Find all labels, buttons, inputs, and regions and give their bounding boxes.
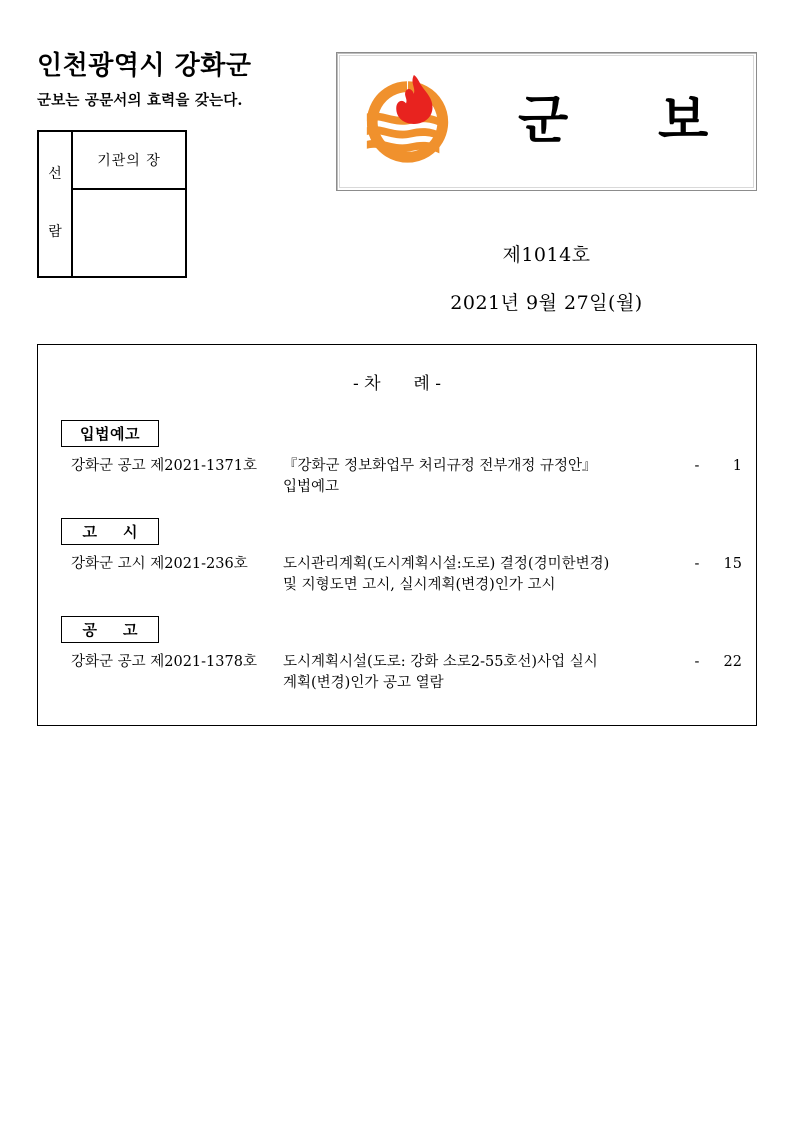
toc-entry-dash: - <box>694 654 700 671</box>
approval-stamp-label-char1: 선 <box>48 166 62 183</box>
toc-entry[interactable] <box>38 554 756 596</box>
toc-section-ipbeop-yego <box>38 420 756 498</box>
toc-entry-page-number: 22 <box>723 654 742 671</box>
toc-entry-description <box>283 456 686 498</box>
toc-section-gonggo <box>38 616 756 694</box>
masthead-subtitle: 군보는 공문서의 효력을 갖는다. <box>37 91 243 109</box>
toc-entry-page-number: 15 <box>723 556 742 573</box>
approval-stamp-label-char2: 람 <box>48 224 62 241</box>
toc-entry-description-line2: 및 지형도면 고시, 실시계획(변경)인가 고시 <box>283 577 556 594</box>
issue-date: 2021년 9월 27일(월) <box>450 292 643 314</box>
section-label-text <box>83 521 138 542</box>
toc-entry[interactable] <box>38 456 756 498</box>
toc-section-gosi <box>38 518 756 596</box>
toc-entry-page-number: 1 <box>732 458 742 474</box>
section-label-char2: 고 <box>123 621 138 640</box>
section-label-text: 입법예고 <box>80 425 140 443</box>
section-label-ipbeop-yego <box>61 420 159 447</box>
toc-entry-description <box>283 652 686 694</box>
toc-entry-description-line1: 도시관리계획(도시계획시설:도로) 결정(경미한변경) <box>283 556 610 573</box>
approval-stamp-header-cell: 기관의 장 <box>73 132 185 190</box>
masthead <box>37 52 337 110</box>
page-title: 인천광역시 강화군 <box>37 51 252 81</box>
toc-entry-reference: 강화군 공고 제2021-1371호 <box>71 458 257 474</box>
toc-heading <box>38 369 756 394</box>
toc-entry-description-line1: 도시계획시설(도로: 강화 소로2-55호선)사업 실시 <box>283 654 598 671</box>
section-label-gonggo <box>61 616 159 643</box>
toc-entry[interactable] <box>38 652 756 694</box>
approval-stamp-cells <box>73 132 185 276</box>
toc-entry-description-line1: 『강화군 정보화업무 처리규정 전부개정 규정안』 <box>283 458 597 474</box>
gazette-banner <box>336 52 757 191</box>
section-label-gosi <box>61 518 159 545</box>
toc-entry-dash: - <box>694 458 700 474</box>
issue-number: 제1014호 <box>502 244 591 266</box>
banner-word-bo: 보 <box>658 91 709 151</box>
toc-entry-reference: 강화군 공고 제2021-1378호 <box>71 654 257 671</box>
ganghwa-gun-emblem-icon <box>359 71 457 171</box>
toc-entry-reference: 강화군 고시 제2021-236호 <box>71 556 248 573</box>
toc-entry-description-line2: 입법예고 <box>283 479 340 496</box>
section-label-char2: 시 <box>123 523 138 542</box>
toc-heading-prefix: - <box>353 374 359 394</box>
approval-stamp-signature-cell <box>73 190 185 276</box>
section-label-char1: 공 <box>82 621 97 640</box>
toc-entry-dash: - <box>694 556 700 573</box>
approval-stamp-label <box>39 132 73 276</box>
toc-entry-description <box>283 554 686 596</box>
toc-heading-char1: 차 <box>364 374 381 394</box>
section-label-text <box>83 619 138 640</box>
toc-heading-char2: 례 <box>413 374 430 394</box>
toc-heading-suffix: - <box>435 374 441 394</box>
banner-word-gun: 군 <box>518 91 569 151</box>
section-label-char1: 고 <box>82 523 97 542</box>
table-of-contents <box>37 344 757 726</box>
approval-stamp-table <box>37 130 187 278</box>
toc-entry-description-line2: 계획(변경)인가 공고 열람 <box>283 675 444 692</box>
